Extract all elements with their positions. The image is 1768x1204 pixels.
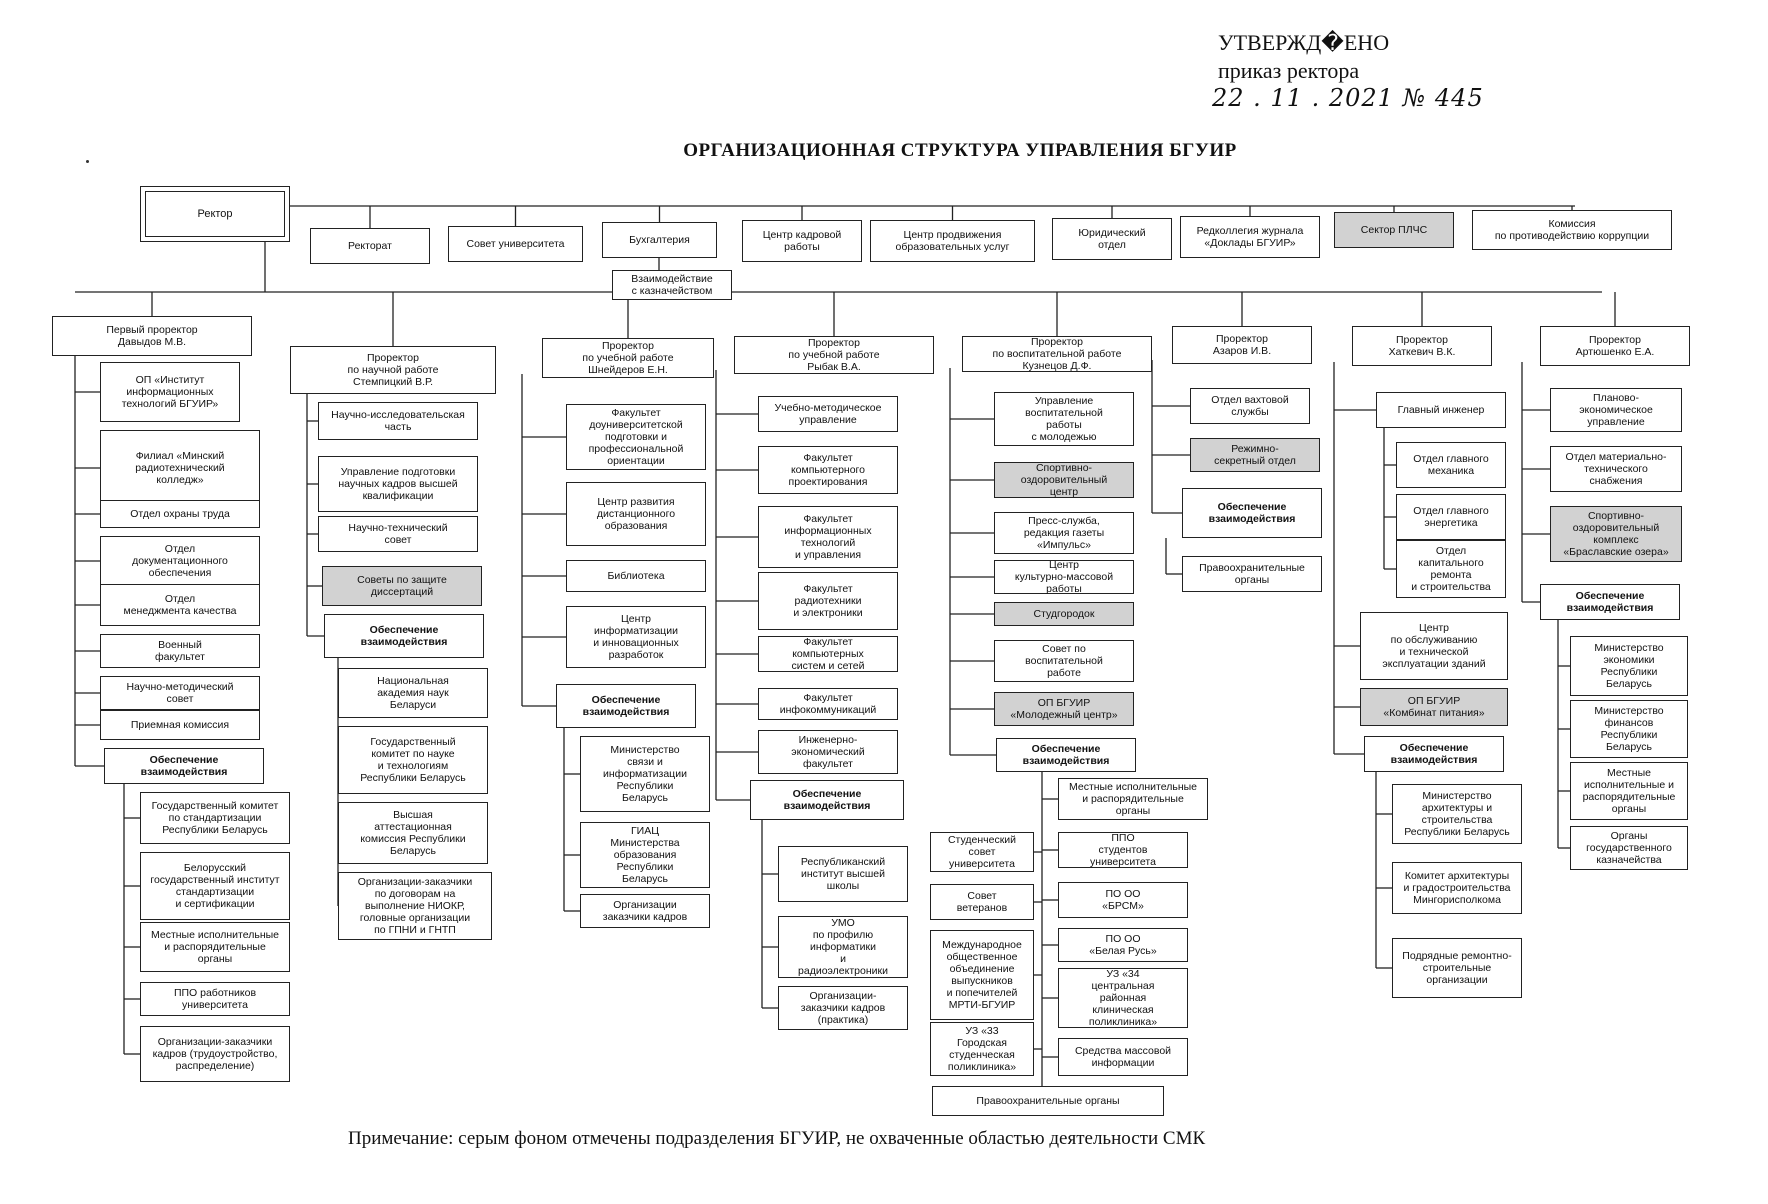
- rector-unit-2: Совет университета: [448, 226, 583, 262]
- approval-title: УТВЕРЖД�ЕНО: [1218, 30, 1390, 55]
- footnote: Примечание: серым фоном отмечены подразделения БГУИР, не охваченные областью деятельности СМК: [348, 1128, 1206, 1149]
- v7-engineer-sub-3: Отдел капитального ремонта и строительства: [1396, 540, 1506, 598]
- v8-interaction: Обеспечение взаимодействия: [1540, 584, 1680, 620]
- v1-sub-1: Государственный комитет по стандартизации Республики Беларусь: [140, 792, 290, 844]
- page-title: ОРГАНИЗАЦИОННАЯ СТРУКТУРА УПРАВЛЕНИЯ БГУИР: [683, 140, 1237, 161]
- v8-sub-1: Министерство экономики Республики Беларусь: [1570, 636, 1688, 696]
- v2-item-3: Научно-технический совет: [318, 516, 478, 552]
- rector-unit-6: Юридический отдел: [1052, 218, 1172, 260]
- rector-unit-1: Ректорат: [310, 228, 430, 264]
- v7-head: Проректор Хаткевич В.К.: [1352, 326, 1492, 366]
- v1-item-4: Отдел документационного обеспечения: [100, 536, 260, 586]
- v8-item-2: Отдел материально- технического снабжения: [1550, 446, 1682, 492]
- v8-head: Проректор Артюшенко Е.А.: [1540, 326, 1690, 366]
- v4-head: Проректор по учебной работе Рыбак В.А.: [734, 336, 934, 374]
- v1-item-7: Научно-методический совет: [100, 676, 260, 710]
- v3-item-4: Центр информатизации и инновационных разработок: [566, 606, 706, 668]
- v8-sub-3: Местные исполнительные и распорядительные органы: [1570, 762, 1688, 820]
- v5-sub-right-2: ППО студентов университета: [1058, 832, 1188, 868]
- v3-sub-3: Организации заказчики кадров: [580, 894, 710, 928]
- v5-item-2: Спортивно- оздоровительный центр: [994, 462, 1134, 498]
- v2-sub-3: Высшая аттестационная комиссия Республики Беларусь: [338, 802, 488, 864]
- v5-sub-right-1: Местные исполнительные и распорядительные органы: [1058, 778, 1208, 820]
- treasury-box: Взаимодействие с казначейством: [612, 270, 732, 300]
- v5-item-1: Управление воспитательной работы с молодежью: [994, 392, 1134, 446]
- v3-sub-1: Министерство связи и информатизации Республики Беларусь: [580, 736, 710, 812]
- rector-unit-4: Центр кадровой работы: [742, 220, 862, 262]
- v5-interaction: Обеспечение взаимодействия: [996, 738, 1136, 772]
- v7-item-2: ОП БГУИР «Комбинат питания»: [1360, 688, 1508, 726]
- v5-sub-left-3: Международное общественное объединение выпускников и попечителей МРТИ-БГУИР: [930, 930, 1034, 1020]
- v1-sub-4: ППО работников университета: [140, 982, 290, 1016]
- v4-interaction: Обеспечение взаимодействия: [750, 780, 904, 820]
- v3-head: Проректор по учебной работе Шнейдеров Е.Н.: [542, 338, 714, 378]
- v1-item-8: Приемная комиссия: [100, 710, 260, 740]
- v5-sub-right-3: ПО ОО «БРСМ»: [1058, 882, 1188, 918]
- v6-sub-1: Правоохранительные органы: [1182, 556, 1322, 592]
- v4-item-7: Инженерно- экономический факультет: [758, 730, 898, 774]
- rector-unit-9: Комиссия по противодействию коррупции: [1472, 210, 1672, 250]
- v5-item-6: Совет по воспитательной работе: [994, 640, 1134, 682]
- v5-sub-left-1: Студенческий совет университета: [930, 832, 1034, 872]
- v2-item-4: Советы по защите диссертаций: [322, 566, 482, 606]
- v1-sub-2: Белорусский государственный институт стандартизации и сертификации: [140, 852, 290, 920]
- v1-item-6: Военный факультет: [100, 634, 260, 668]
- v5-law-box: Правоохранительные органы: [932, 1086, 1164, 1116]
- v2-sub-2: Государственный комитет по науке и технологиям Республики Беларусь: [338, 726, 488, 794]
- rector-unit-3: Бухгалтерия: [602, 222, 717, 258]
- v4-item-4: Факультет радиотехники и электроники: [758, 572, 898, 630]
- v8-sub-4: Органы государственного казначейства: [1570, 826, 1688, 870]
- rector-box: Ректор: [140, 186, 290, 242]
- v7-sub-3: Подрядные ремонтно- строительные организации: [1392, 938, 1522, 998]
- v7-interaction: Обеспечение взаимодействия: [1364, 736, 1504, 772]
- v6-head: Проректор Азаров И.В.: [1172, 326, 1312, 364]
- v2-interaction: Обеспечение взаимодействия: [324, 614, 484, 658]
- v1-interaction: Обеспечение взаимодействия: [104, 748, 264, 784]
- v3-item-2: Центр развития дистанционного образования: [566, 482, 706, 546]
- v7-engineer: Главный инженер: [1376, 392, 1506, 428]
- v1-sub-3: Местные исполнительные и распорядительные органы: [140, 922, 290, 972]
- v3-item-1: Факультет доуниверситетской подготовки и профессиональной ориентации: [566, 404, 706, 470]
- v2-sub-1: Национальная академия наук Беларуси: [338, 668, 488, 718]
- rector-unit-8: Сектор ПЛЧС: [1334, 212, 1454, 248]
- v1-item-2: Филиал «Минский радиотехнический колледж»: [100, 430, 260, 506]
- v3-item-3: Библиотека: [566, 560, 706, 592]
- v8-sub-2: Министерство финансов Республики Беларусь: [1570, 700, 1688, 758]
- v3-interaction: Обеспечение взаимодействия: [556, 684, 696, 728]
- v3-sub-2: ГИАЦ Министерства образования Республики Беларусь: [580, 822, 710, 888]
- v5-sub-left-4: УЗ «33 Городская студенческая поликлиника»: [930, 1022, 1034, 1076]
- v2-item-1: Научно-исследовательская часть: [318, 402, 478, 440]
- v8-item-1: Планово- экономическое управление: [1550, 388, 1682, 432]
- approval-date-signature: 22 . 11 . 2021 № 445: [1212, 84, 1484, 112]
- v5-sub-right-4: ПО ОО «Белая Русь»: [1058, 928, 1188, 962]
- v4-item-2: Факультет компьютерного проектирования: [758, 446, 898, 494]
- v2-head: Проректор по научной работе Стемпицкий В.Р.: [290, 346, 496, 394]
- v4-item-6: Факультет инфокоммуникаций: [758, 688, 898, 720]
- v1-item-1: ОП «Институт информационных технологий БГУИР»: [100, 362, 240, 422]
- v5-item-7: ОП БГУИР «Молодежный центр»: [994, 692, 1134, 726]
- v7-sub-2: Комитет архитектуры и градостроительства Мингорисполкома: [1392, 862, 1522, 914]
- v5-head: Проректор по воспитательной работе Кузнецов Д.Ф.: [962, 336, 1152, 372]
- v1-item-5: Отдел менеджмента качества: [100, 584, 260, 626]
- rector-unit-7: Редколлегия журнала «Доклады БГУИР»: [1180, 216, 1320, 258]
- v7-sub-1: Министерство архитектуры и строительства Республики Беларусь: [1392, 784, 1522, 844]
- v4-sub-3: Организации- заказчики кадров (практика): [778, 986, 908, 1030]
- v4-sub-1: Республиканский институт высшей школы: [778, 846, 908, 902]
- v6-interaction: Обеспечение взаимодействия: [1182, 488, 1322, 538]
- scan-dot: [86, 160, 89, 163]
- v7-engineer-sub-2: Отдел главного энергетика: [1396, 494, 1506, 540]
- v5-item-5: Студгородок: [994, 602, 1134, 626]
- v4-item-5: Факультет компьютерных систем и сетей: [758, 636, 898, 672]
- rector-unit-5: Центр продвижения образовательных услуг: [870, 220, 1035, 262]
- v1-item-3: Отдел охраны труда: [100, 500, 260, 528]
- v2-item-2: Управление подготовки научных кадров высшей квалификации: [318, 456, 478, 512]
- v1-sub-5: Организации-заказчики кадров (трудоустройство, распределение): [140, 1026, 290, 1082]
- v8-item-3: Спортивно- оздоровительный комплекс «Браславские озера»: [1550, 506, 1682, 562]
- v5-sub-left-2: Совет ветеранов: [930, 884, 1034, 920]
- v5-sub-right-6: Средства массовой информации: [1058, 1038, 1188, 1076]
- v5-item-4: Центр культурно-массовой работы: [994, 560, 1134, 594]
- v5-item-3: Пресс-служба, редакция газеты «Импульс»: [994, 512, 1134, 554]
- v4-sub-2: УМО по профилю информатики и радиоэлектроники: [778, 916, 908, 978]
- v7-engineer-sub-1: Отдел главного механика: [1396, 442, 1506, 488]
- v4-item-3: Факультет информационных технологий и управления: [758, 506, 898, 568]
- v6-item-2: Режимно- секретный отдел: [1190, 438, 1320, 472]
- v6-item-1: Отдел вахтовой службы: [1190, 388, 1310, 424]
- v1-head: Первый проректор Давыдов М.В.: [52, 316, 252, 356]
- v4-item-1: Учебно-методическое управление: [758, 396, 898, 432]
- v7-item-1: Центр по обслуживанию и технической эксплуатации зданий: [1360, 612, 1508, 680]
- approval-order: приказ ректора: [1218, 58, 1360, 83]
- v2-sub-4: Организации-заказчики по договорам на выполнение НИОКР, головные организации по ГПНИ и ГНТП: [338, 872, 492, 940]
- v5-sub-right-5: УЗ «34 центральная районная клиническая поликлиника»: [1058, 968, 1188, 1028]
